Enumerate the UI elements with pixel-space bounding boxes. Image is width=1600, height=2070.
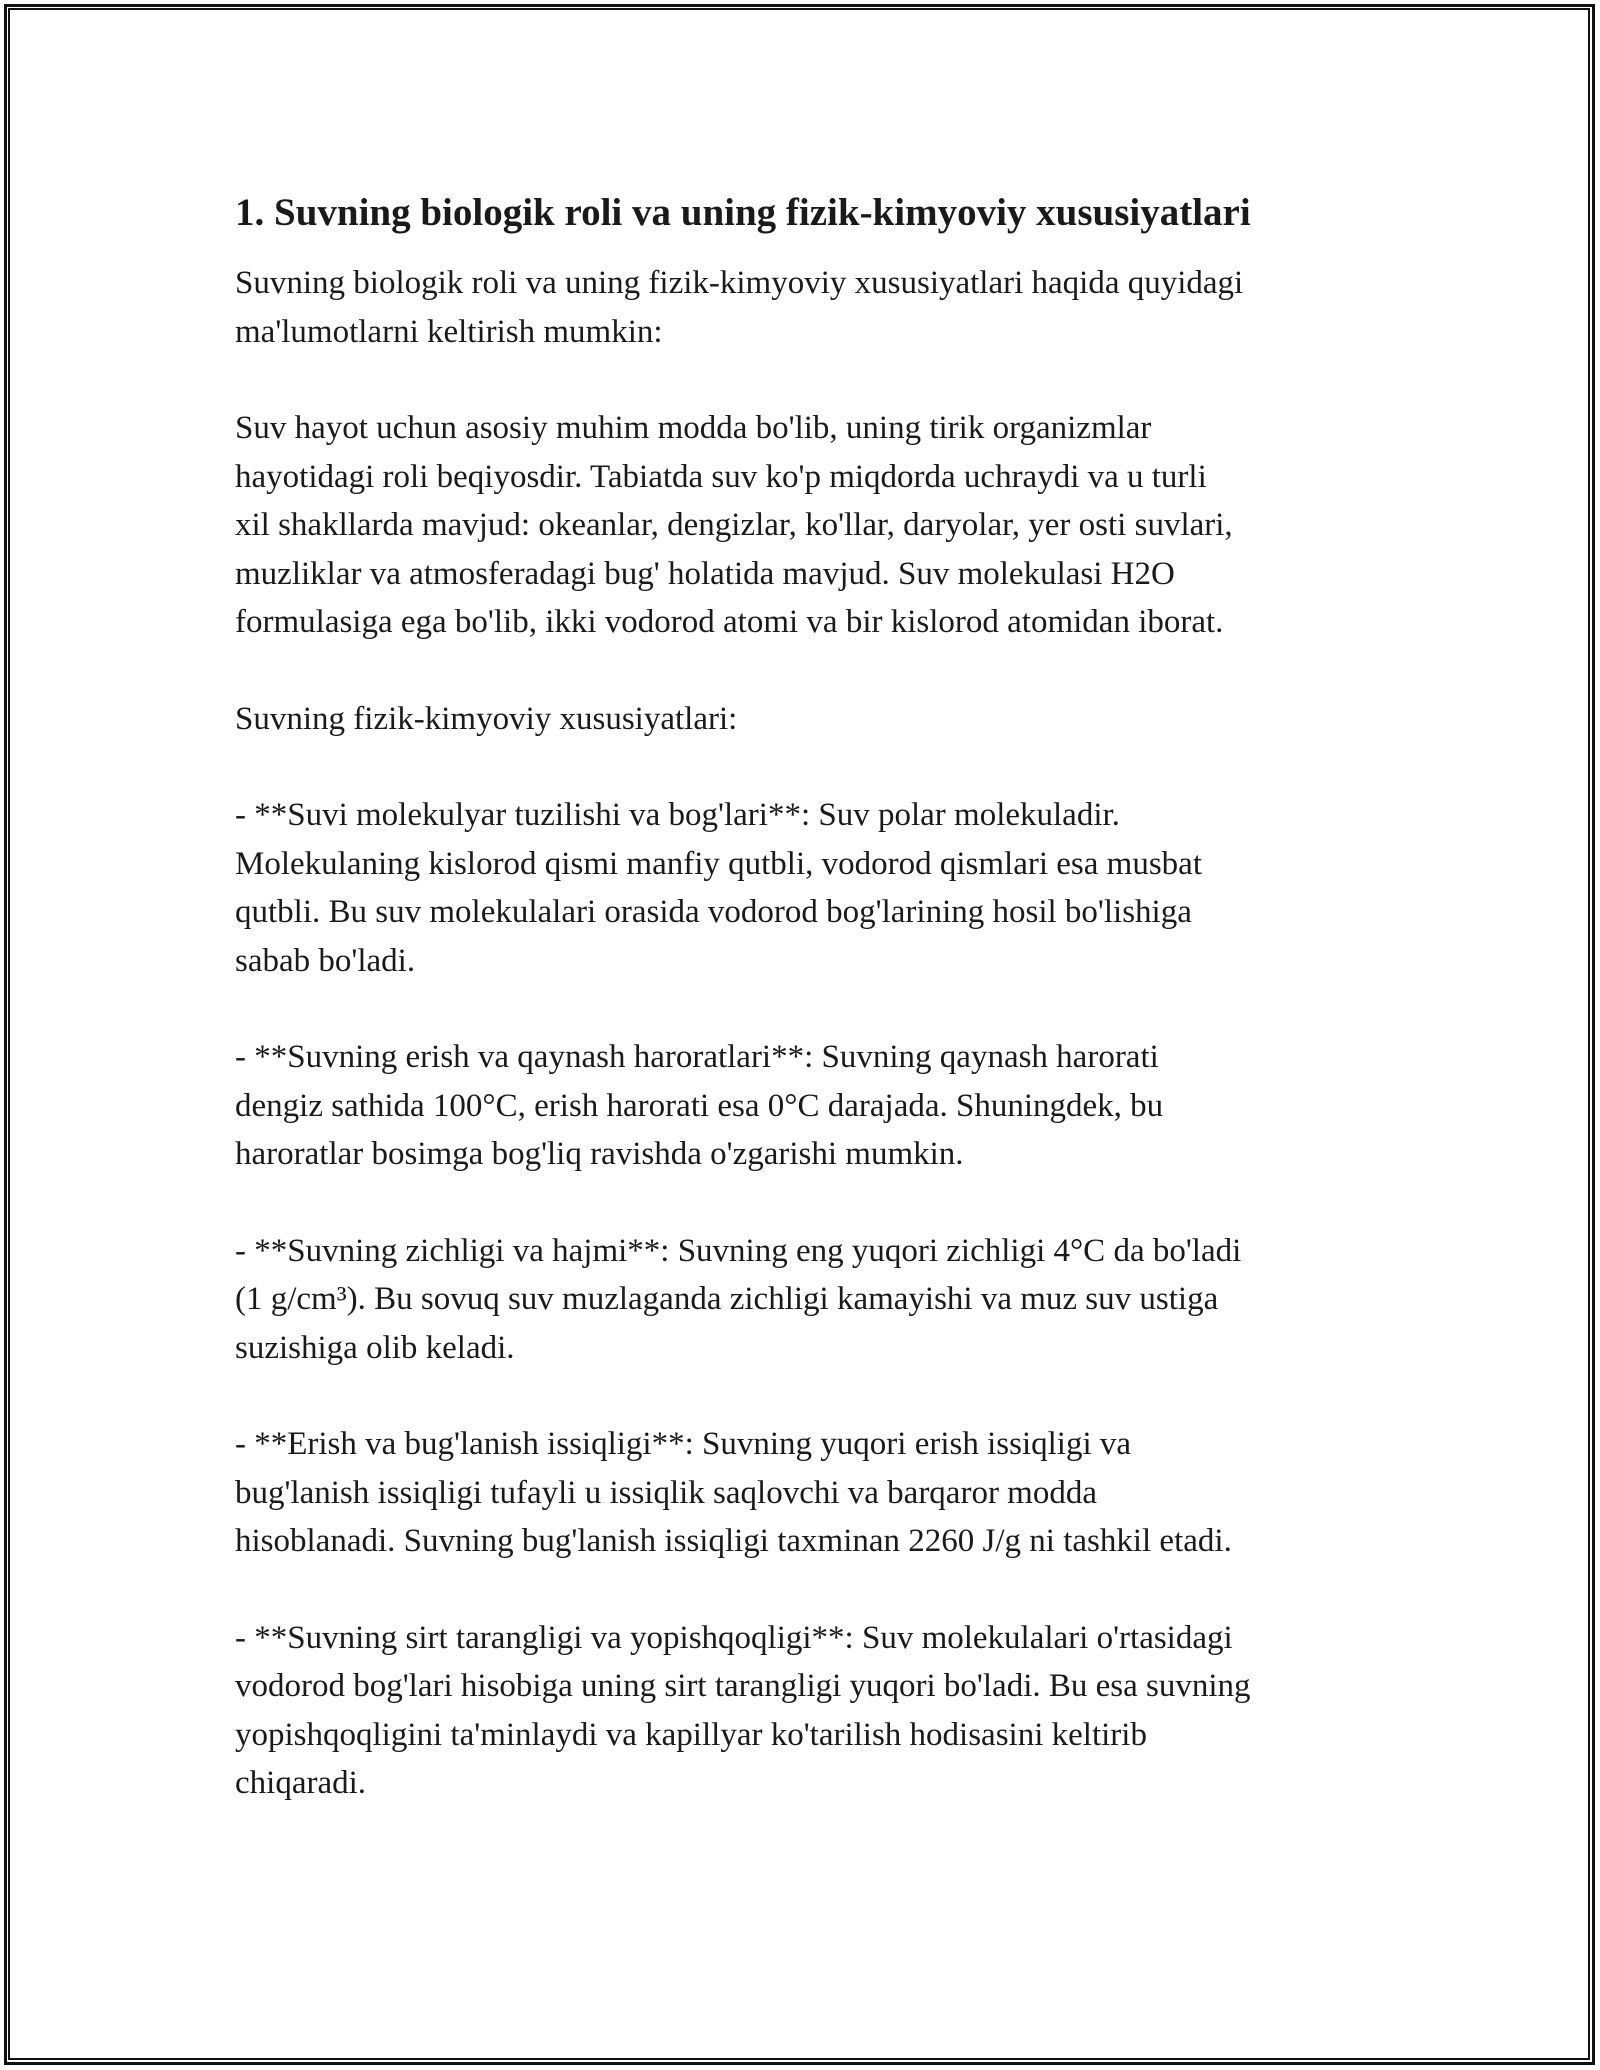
section-heading: 1. Suvning biologik roli va uning fizik-kimyoviy xususiyatlari: [235, 191, 1251, 234]
density-volume-paragraph: - **Suvning zichligi va hajmi**: Suvning eng yuqori zichligi 4°C da bo'ladi (1 g/cm³). Bu sovuq suv muzlaganda zichligi kamayishi va muz suv ustiga suzishiga olib keladi.: [235, 1232, 1242, 1366]
melting-boiling-paragraph: - **Suvning erish va qaynash haroratlari**: Suvning qaynash harorati dengiz sathida 100°C, erish harorati esa 0°C darajada. Shuningdek, bu haroratlar bosimga bog'liq ravishda o'zgarishi mumkin.: [235, 1039, 1164, 1172]
properties-intro-paragraph: Suvning fizik-kimyoviy xususiyatlari:: [235, 700, 738, 737]
surface-tension-adhesion-paragraph: - **Suvning sirt tarangligi va yopishqoqligi**: Suv molekulalari o'rtasidagi vodorod bog'lari hisobiga uning sirt tarangligi yuqori bo'ladi. Bu esa suvning yopishqoqligini ta'minlaydi va kapillyar ko'tarilish hodisasini keltirib chiqaradi.: [235, 1619, 1251, 1801]
water-overview-paragraph: Suv hayot uchun asosiy muhim modda bo'lib, uning tirik organizmlar hayotidagi roli beqiyosdir. Tabiatda suv ko'p miqdorda uchraydi va u turli xil shakllarda mavjud: okeanlar, dengizlar, ko'llar, daryolar, yer osti suvlari, muzliklar va atmosferadagi bug' holatida mavjud. Suv molekulasi H2O formulasiga ega bo'lib, ikki vodorod atomi va bir kislorod atomidan iborat.: [235, 410, 1233, 640]
intro-paragraph: Suvning biologik roli va uning fizik-kimyoviy xususiyatlari haqida quyidagi ma'lumotlarni keltirish mumkin:: [235, 265, 1244, 350]
heat-of-fusion-vaporization-paragraph: - **Erish va bug'lanish issiqligi**: Suvning yuqori erish issiqligi va bug'lanish issiqligi tufayli u issiqlik saqlovchi va barqaror modda hisoblanadi. Suvning bug'lanish issiqligi taxminan 2260 J/g ni tashkil etadi.: [235, 1426, 1232, 1559]
molecular-structure-paragraph: - **Suvi molekulyar tuzilishi va bog'lari**: Suv polar molekuladir. Molekulaning kislorod qismi manfiy qutbli, vodorod qismlari esa musbat qutbli. Bu suv molekulalari orasida vodorod bog'larining hosil bo'lishiga sabab bo'ladi.: [235, 797, 1202, 979]
document-body: [235, 180, 1375, 1856]
